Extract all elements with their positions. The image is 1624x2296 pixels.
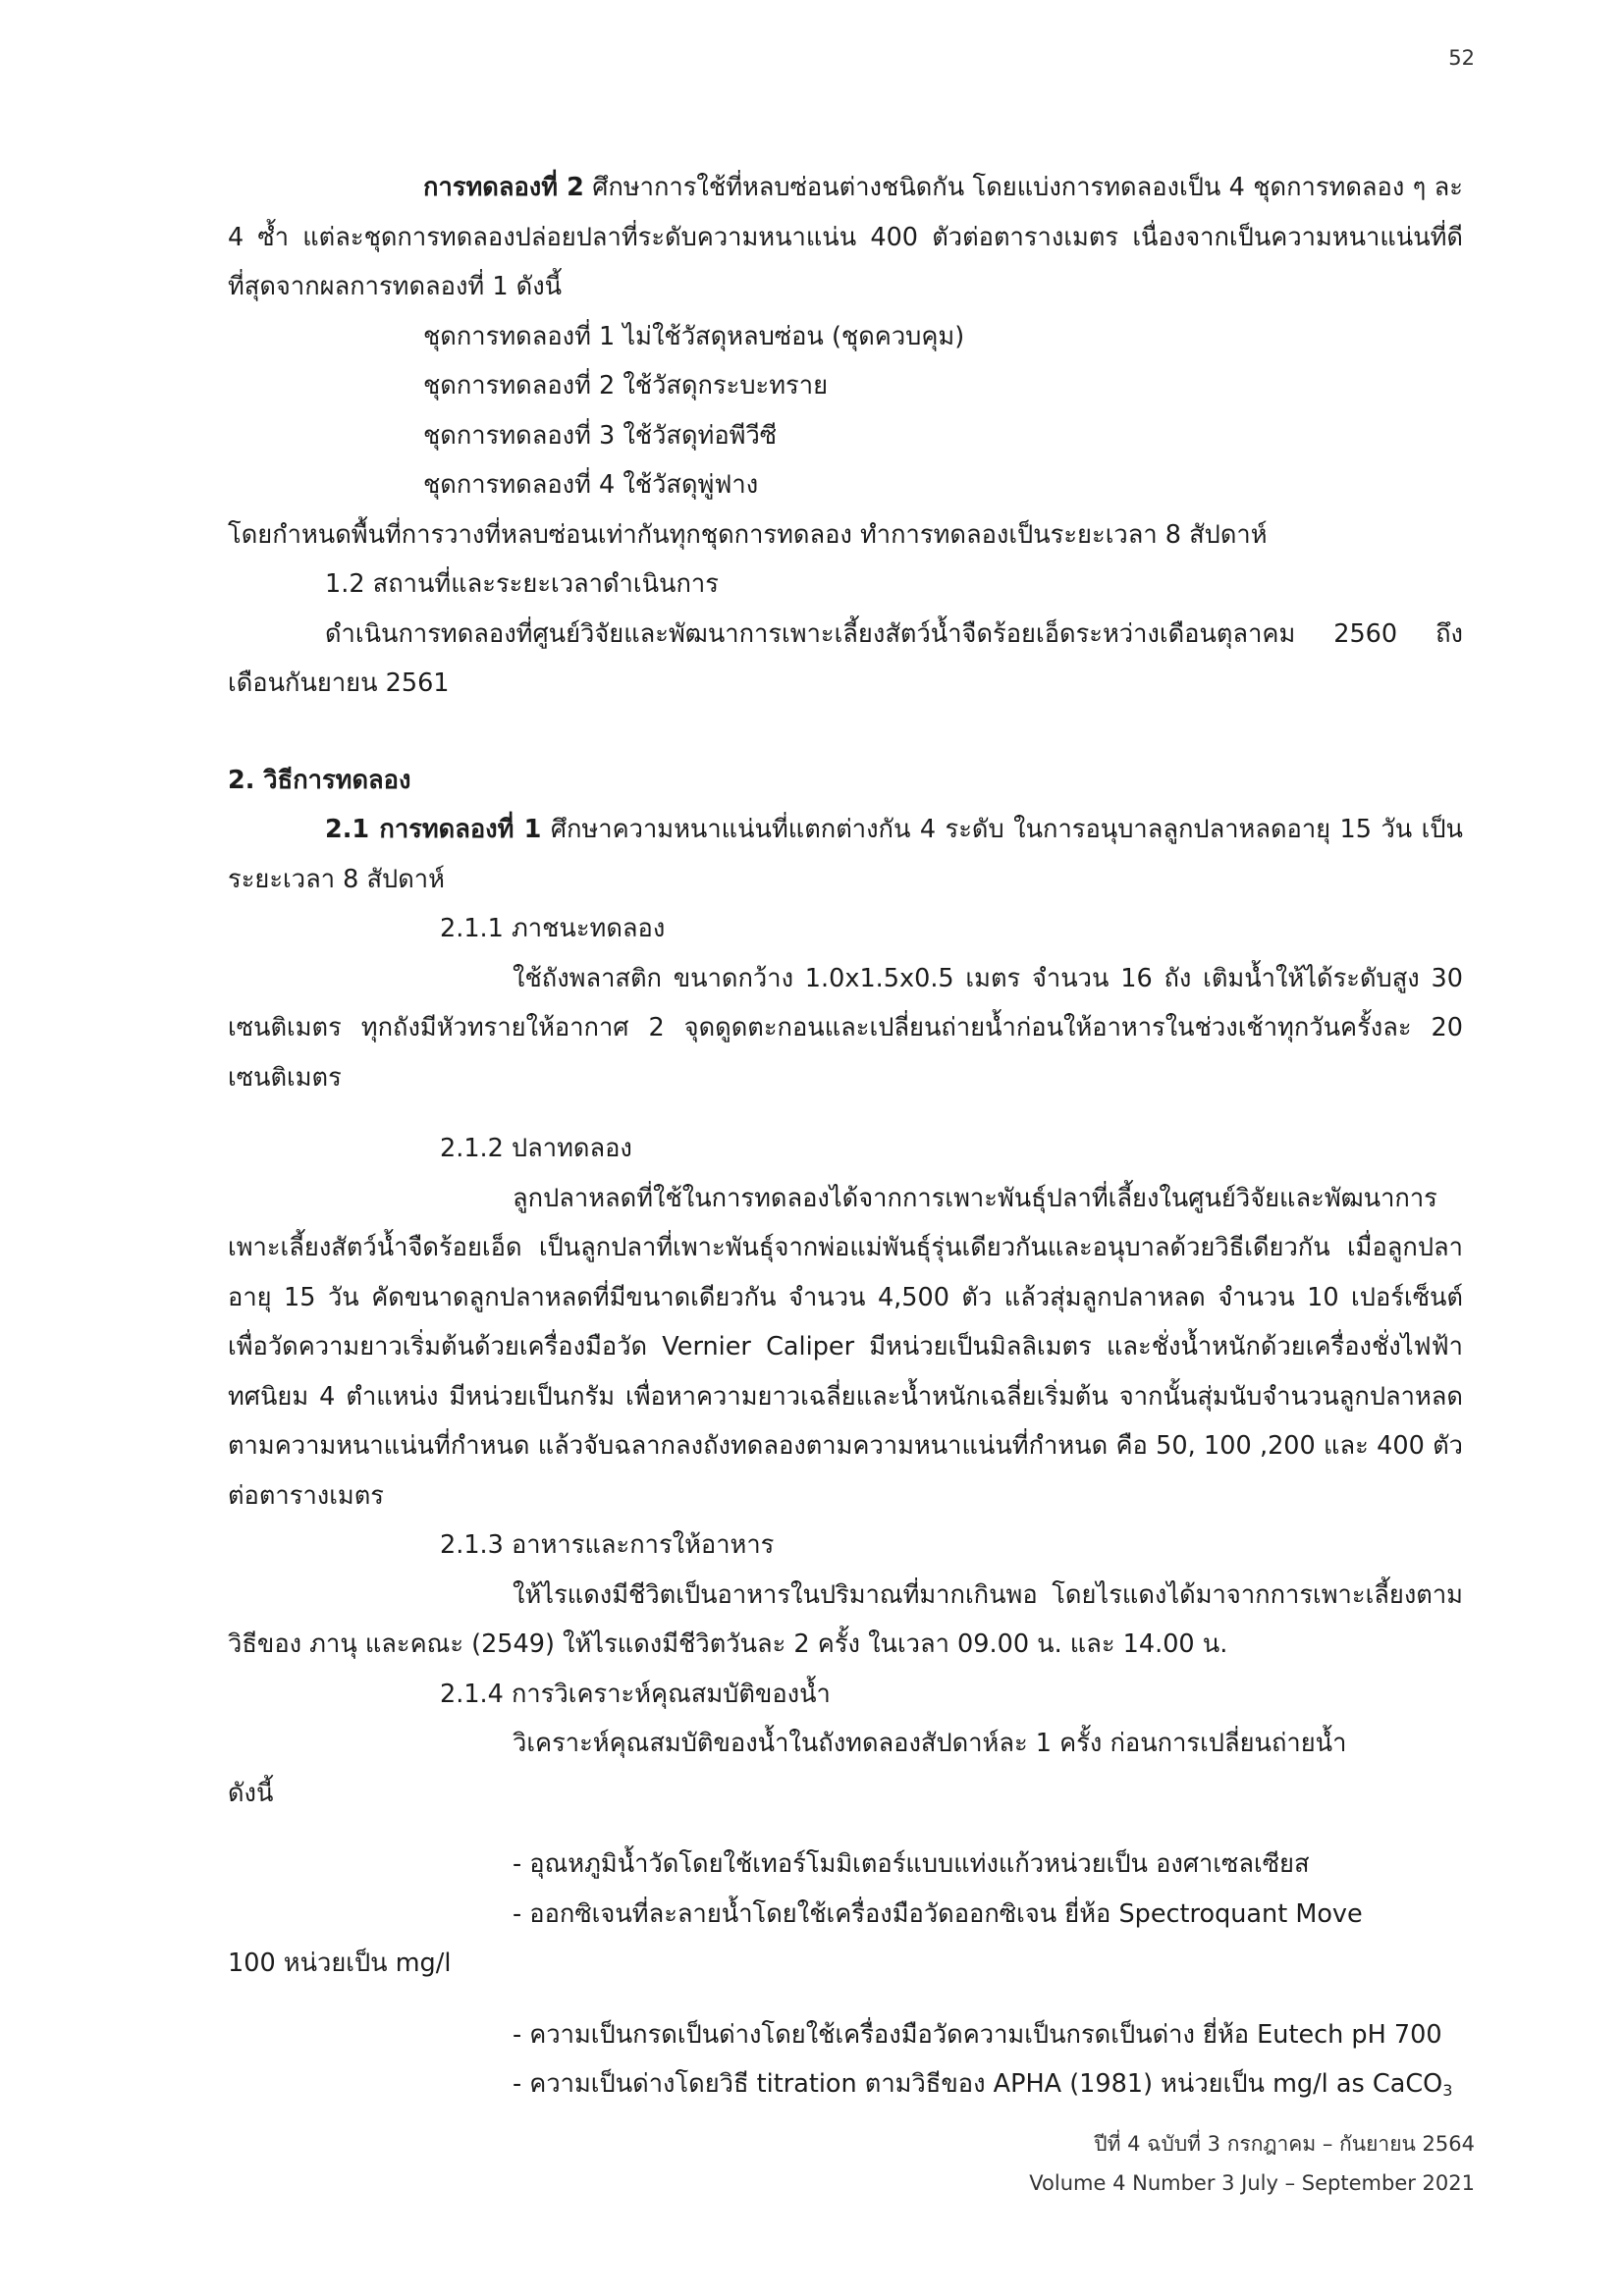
experiment-2-text: ศึกษาการใช้ที่หลบซ่อนต่างชนิดกัน โดยแบ่งการทดลองเป็น 4 ชุดการทดลอง ๆ ละ 4 ซ้ำ แต่ละชุดการทดลองปล่อยปลาที่ระดับความหนาแน่น 400 ตัวต่อตารางเมตร เนื่องจากเป็นความหนาแน่นที่ดีที่สุดจากผลการทดลองที่ 1 ดังนี้ [228, 173, 1464, 301]
experiment-2-paragraph [228, 163, 1463, 312]
treatment-set-2: ชุดการทดลองที่ 2 ใช้วัสดุกระบะทราย [423, 371, 829, 400]
experiment-2-title: การทดลองที่ 2 [423, 173, 584, 202]
experiment-1-paragraph [228, 805, 1463, 904]
section-2-1-4-intro-line1: วิเคราะห์คุณสมบัติของน้ำในถังทดลองสัปดาห์ละ 1 ครั้ง ก่อนการเปลี่ยนถ่ายน้ำ [513, 1729, 1347, 1758]
journal-footer [1029, 2124, 1475, 2203]
section-2-1-4-intro-line2: ดังนี้ [228, 1778, 274, 1808]
ph-item: - ความเป็นกรดเป็นด่างโดยใช้เครื่องมือวัดความเป็นกรดเป็นด่าง ยี่ห้อ Eutech pH 700 [513, 2019, 1442, 2050]
treatment-set-4: ชุดการทดลองที่ 4 ใช้วัสดุพู่ฟาง [423, 470, 759, 500]
document-body [228, 163, 1463, 2109]
paragraph-gap [228, 1818, 1463, 1840]
section-gap [228, 709, 1463, 756]
treatment-set-1: ชุดการทดลองที่ 1 ไม่ใช้วัสดุหลบซ่อน (ชุดควบคุม) [423, 321, 965, 351]
experiment-1-title: 2.1 การทดลองที่ 1 [325, 815, 542, 844]
alkalinity-subscript: 3 [1442, 2081, 1453, 2100]
experiment-2-closing: โดยกำหนดพื้นที่การวางที่หลบซ่อนเท่ากันทุกชุดการทดลอง ทำการทดลองเป็นระยะเวลา 8 สัปดาห์ [228, 519, 1268, 550]
paragraph-gap [228, 1102, 1463, 1124]
footer-thai-issue: ปีที่ 4 ฉบับที่ 3 กรกฎาคม – กันยายน 2564 [1094, 2132, 1475, 2156]
section-2-1-1-heading: 2.1.1 ภาชนะทดลอง [440, 914, 666, 943]
footer-english-issue: Volume 4 Number 3 July – September 2021 [1029, 2171, 1475, 2195]
alkalinity-item-text: - ความเป็นด่างโดยวิธี titration ตามวิธีของ APHA (1981) หน่วยเป็น mg/l as CaCO [513, 2069, 1443, 2099]
section-2-1-3-text: ให้ไรแดงมีชีวิตเป็นอาหารในปริมาณที่มากเกินพอ โดยไรแดงได้มาจากการเพาะเลี้ยงตามวิธีของ ภานุ และคณะ (2549) ให้ไรแดงมีชีวิตวันละ 2 ครั้ง ในเวลา 09.00 น. และ 14.00 น. [228, 1579, 1463, 1659]
section-2-1-3-heading: 2.1.3 อาหารและการให้อาหาร [440, 1530, 775, 1560]
section-2-1-2-heading: 2.1.2 ปลาทดลอง [440, 1134, 632, 1163]
treatment-set-3: ชุดการทดลองที่ 3 ใช้วัสดุท่อพีวีซี [423, 420, 778, 451]
section-1-2-text: ดำเนินการทดลองที่ศูนย์วิจัยและพัฒนาการเพาะเลี้ยงสัตว์น้ำจืดร้อยเอ็ดระหว่างเดือนตุลาคม 2560 ถึง เดือนกันยายน 2561 [228, 618, 1463, 698]
section-1-2-heading: 1.2 สถานที่และระยะเวลาดำเนินการ [325, 569, 719, 599]
experiment-1-text: ศึกษาความหนาแน่นที่แตกต่างกัน 4 ระดับ ในการอนุบาลลูกปลาหลดอายุ 15 วัน เป็นระยะเวลา 8 สัปดาห์ [228, 815, 1463, 894]
page-number: 52 [1448, 46, 1475, 70]
dissolved-oxygen-item-line1: - ออกซิเจนที่ละลายน้ำโดยใช้เครื่องมือวัดออกซิเจน ยี่ห้อ Spectroquant Move [513, 1898, 1363, 1929]
section-2-heading: 2. วิธีการทดลอง [228, 765, 411, 795]
section-2-1-2-text: ลูกปลาหลดที่ใช้ในการทดลองได้จากการเพาะพันธุ์ปลาที่เลี้ยงในศูนย์วิจัยและพัฒนาการเพาะเลี้ยงสัตว์น้ำจืดร้อยเอ็ด เป็นลูกปลาที่เพาะพันธุ์จากพ่อแม่พันธุ์รุ่นเดียวกันและอนุบาลด้วยวิธีเดียวกัน เมื่อลูกปลาอายุ 15 วัน คัดขนาดลูกปลาหลดที่มีขนาดเดียวกัน จำนวน 4,500 ตัว แล้วสุ่มลูกปลาหลด จำนวน 10 เปอร์เซ็นต์ เพื่อวัดความยาวเริ่มต้นด้วยเครื่องมือวัด Vernier Caliper มีหน่วยเป็นมิลลิเมตร และชั่งน้ำหนักด้วยเครื่องชั่งไฟฟ้าทศนิยม 4 ตำแหน่ง มีหน่วยเป็นกรัม เพื่อหาความยาวเฉลี่ยและน้ำหนักเฉลี่ยเริ่มต้น จากนั้นสุ่มนับจำนวนลูกปลาหลดตามความหนาแน่นที่กำหนด แล้วจับฉลากลงถังทดลองตามความหนาแน่นที่กำหนด คือ 50, 100 ,200 และ 400 ตัวต่อตารางเมตร [228, 1183, 1463, 1511]
paragraph-gap [228, 1989, 1463, 2010]
section-2-1-1-text: ใช้ถังพลาสติก ขนาดกว้าง 1.0x1.5x0.5 เมตร จำนวน 16 ถัง เติมน้ำให้ได้ระดับสูง 30 เซนติเมตร ทุกถังมีหัวทรายให้อากาศ 2 จุดดูดตะกอนและเปลี่ยนถ่ายน้ำก่อนให้อาหารในช่วงเช้าทุกวันครั้งละ 20 เซนติเมตร [228, 963, 1463, 1093]
alkalinity-item [228, 2059, 1463, 2109]
section-2-1-4-heading: 2.1.4 การวิเคราะห์คุณสมบัติของน้ำ [440, 1679, 831, 1709]
water-temperature-item: - อุณหภูมิน้ำวัดโดยใช้เทอร์โมมิเตอร์แบบแท่งแก้วหน่วยเป็น องศาเซลเซียส [513, 1849, 1310, 1879]
dissolved-oxygen-item-line2: 100 หน่วยเป็น mg/l [228, 1949, 452, 1978]
